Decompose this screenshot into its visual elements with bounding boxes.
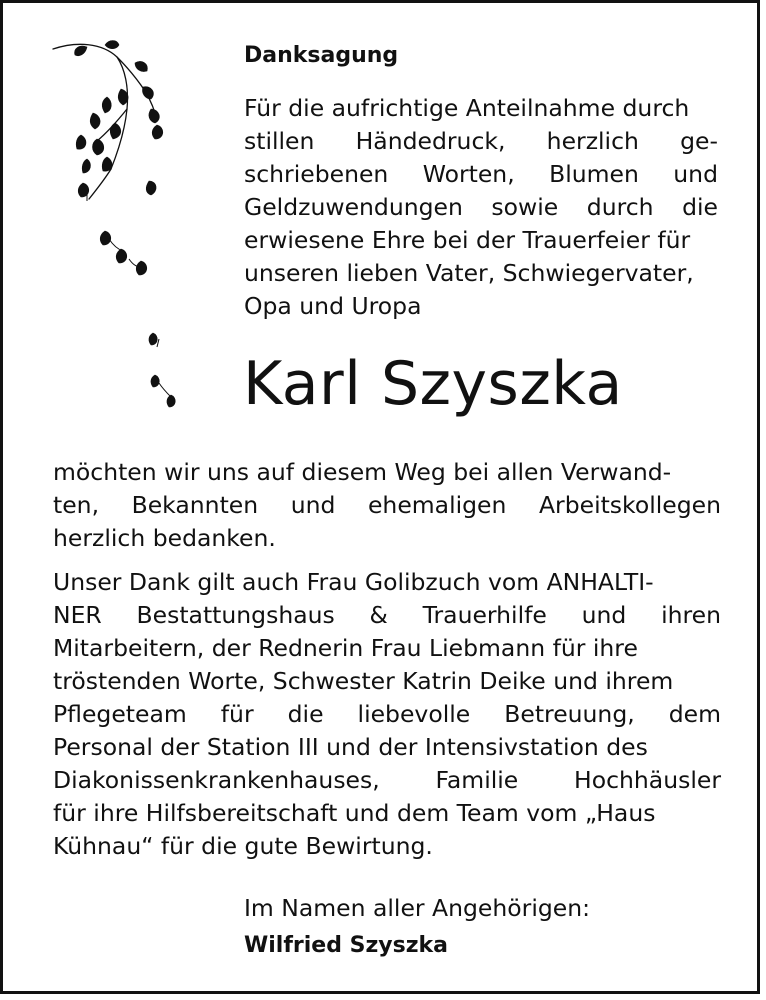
paragraph-line: ten, Bekannten und ehemaligen Arbeitskollegen bbox=[53, 491, 721, 519]
heading: Danksagung bbox=[244, 43, 399, 68]
intro-line: schriebenen Worten, Blumen und bbox=[244, 160, 718, 188]
birch-leaves-branch-icon bbox=[47, 39, 197, 429]
signer-name: Wilfried Szyszka bbox=[244, 933, 449, 958]
paragraph-line: Unser Dank gilt auch Frau Golibzuch vom ANHALTI- bbox=[53, 568, 654, 596]
intro-line: unseren lieben Vater, Schwiegervater, bbox=[244, 259, 694, 287]
paragraph-line: herzlich bedanken. bbox=[53, 524, 276, 552]
paragraph-line: Diakonissenkrankenhauses, Familie Hochhäusler bbox=[53, 766, 721, 794]
paragraph-line: Pflegeteam für die liebevolle Betreuung, dem bbox=[53, 700, 721, 728]
paragraph-line: möchten wir uns auf diesem Weg bei allen Verwand- bbox=[53, 458, 672, 486]
intro-line: erwiesene Ehre bei der Trauerfeier für bbox=[244, 226, 691, 254]
deceased-name: Karl Szyszka bbox=[243, 349, 623, 419]
paragraph-line: Mitarbeitern, der Rednerin Frau Liebmann für ihre bbox=[53, 634, 638, 662]
paragraph-line: Kühnau“ für die gute Bewirtung. bbox=[53, 832, 433, 860]
paragraph-line: für ihre Hilfsbereitschaft und dem Team vom „Haus bbox=[53, 799, 656, 827]
paragraph-line: tröstenden Worte, Schwester Katrin Deike und ihrem bbox=[53, 667, 674, 695]
closing-line: Im Namen aller Angehörigen: bbox=[244, 894, 591, 922]
intro-line: Opa und Uropa bbox=[244, 292, 422, 320]
paragraph-line: NER Bestattungshaus & Trauerhilfe und ihren bbox=[53, 601, 721, 629]
intro-line: Für die aufrichtige Anteilnahme durch bbox=[244, 94, 690, 122]
paragraph-line: Personal der Station III und der Intensivstation des bbox=[53, 733, 648, 761]
intro-line: Geldzuwendungen sowie durch die bbox=[244, 193, 718, 221]
intro-line: stillen Händedruck, herzlich ge- bbox=[244, 127, 718, 155]
